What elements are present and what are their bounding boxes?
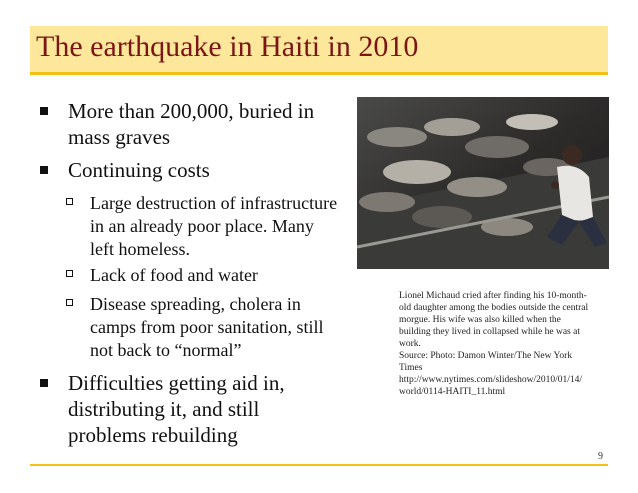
- title-divider: [30, 72, 608, 75]
- footer-divider: [30, 464, 608, 466]
- caption-line: building they lived in collapsed while he was at: [399, 327, 580, 337]
- caption-line: Lionel Michaud cried after finding his 10-month-: [399, 291, 587, 301]
- hollow-square-bullet-icon: [66, 270, 73, 277]
- caption-line: Times: [399, 363, 423, 373]
- caption-line: Source: Photo: Damon Winter/The New York: [399, 351, 573, 361]
- square-bullet-icon: [40, 166, 48, 174]
- bullet-line: distributing it, and still: [68, 397, 260, 421]
- photo-illustration: [357, 97, 609, 269]
- sub-bullet-line: Disease spreading, cholera in: [90, 294, 301, 314]
- earthquake-photo: [357, 97, 609, 269]
- sub-bullet-line: left homeless.: [90, 239, 190, 259]
- caption-line: http://www.nytimes.com/slideshow/2010/01/14/: [399, 375, 583, 385]
- sub-bullet-line: Lack of food and water: [90, 265, 258, 285]
- bullet-line: Difficulties getting aid in,: [68, 371, 285, 395]
- page-number: 9: [598, 451, 603, 462]
- sub-bullet-line: Large destruction of infrastructure: [90, 193, 338, 213]
- bullet-line: problems rebuilding: [68, 423, 238, 447]
- square-bullet-icon: [40, 107, 48, 115]
- sub-bullet-line: not back to “normal”: [90, 340, 242, 360]
- square-bullet-icon: [40, 379, 48, 387]
- photo-caption: [399, 290, 604, 398]
- hollow-square-bullet-icon: [66, 198, 73, 205]
- caption-line: work.: [399, 339, 421, 349]
- bullet-line: mass graves: [68, 125, 171, 149]
- bullet-line: More than 200,000, buried in: [68, 99, 315, 123]
- bullet-line: Continuing costs: [68, 158, 210, 182]
- caption-line: morgue. His wife was also killed when the: [399, 315, 561, 325]
- slide-title: The earthquake in Haiti in 2010: [36, 30, 419, 63]
- sub-bullet-line: in an already poor place. Many: [90, 216, 314, 236]
- caption-line: old daughter among the bodies outside the central: [399, 303, 589, 313]
- caption-line: world/0114-HAITI_11.html: [399, 387, 506, 397]
- sub-bullet-line: camps from poor sanitation, still: [90, 317, 324, 337]
- hollow-square-bullet-icon: [66, 299, 73, 306]
